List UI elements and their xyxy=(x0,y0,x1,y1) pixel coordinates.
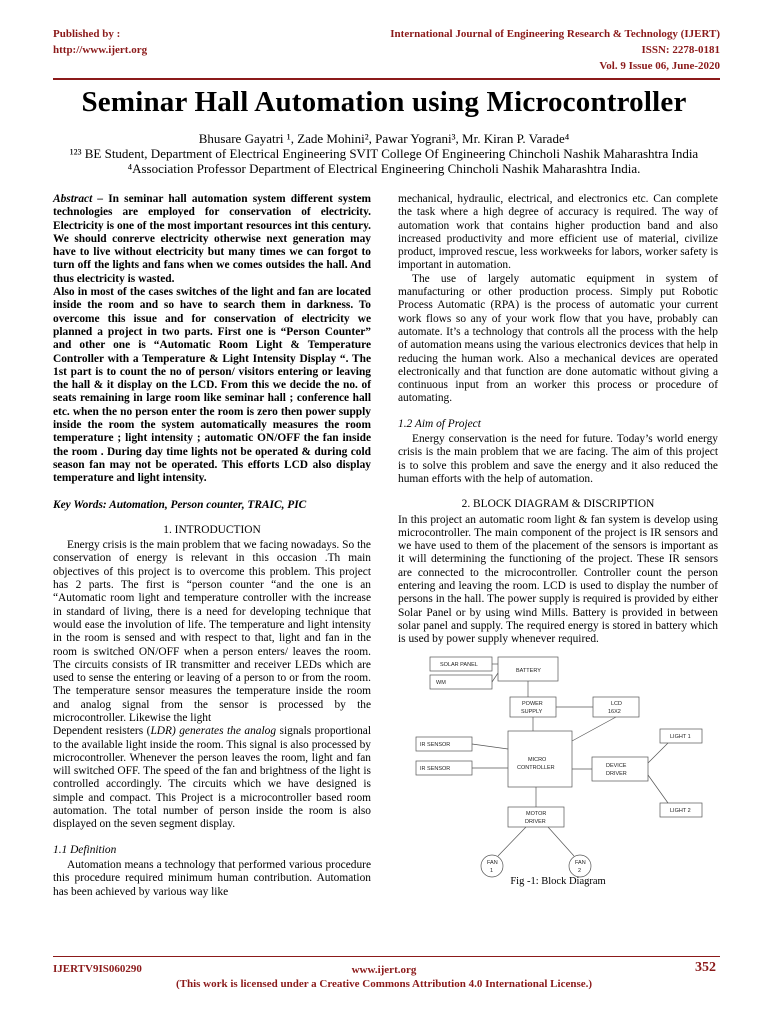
intro-paragraph-1: Energy crisis is the main problem that we facing nowadays. So the conservation of energy is relevant in this occasion .Th main objectives of this project is to overcome this problem. This project has 2 parts. The first is “person counter “and the one is an “Automatic room light and temperature controller with the increase in standard of living, there is a need for developing technique that would ease the involution of life. The temperature and light intensity in the room is sensed and with respect to that, light and fan in the room is switched ON/OFF when a person enters/ leaves the room. The circuits consists of IR transmitter and receiver LEDs which are used to sense the entering or leaving of a person to or from the room. The temperature sensor measures the temperature inside the room and analog signal from the sensor is processed by the microcontroller. Likewise the light xyxy=(53,539,371,724)
header-right xyxy=(390,26,720,74)
ir-sensor-2-label: IR SENSOR xyxy=(420,765,451,772)
journal-name: International Journal of Engineering Research & Technology (IJERT) xyxy=(390,28,720,40)
abstract-text-1: In seminar hall automation system different system technologies are employed for conservation of electricity. Electricity is one of the most important resources int this century. We should conrerve electricity otherwise next generation may have to live without electricity but many times we can forgot to turn off the lights and fans when we comes outsides the hall. And thus electricity is wasted. xyxy=(53,193,371,285)
lcd-label-1: LCD xyxy=(611,700,623,707)
paper-title: Seminar Hall Automation using Microcontroller xyxy=(81,86,687,118)
block-diagram-svg xyxy=(398,653,718,885)
subheading-aim: 1.2 Aim of Project xyxy=(398,417,481,430)
footer-rule xyxy=(53,956,720,957)
page-number: 352 xyxy=(695,960,716,975)
keywords: Key Words: Automation, Person counter, TRAIC, PIC xyxy=(53,498,307,511)
footer-url[interactable]: www.ijert.org xyxy=(351,964,417,976)
abstract-label: Abstract – xyxy=(53,193,104,205)
paper-id: IJERTV9IS060290 xyxy=(53,963,142,975)
block-diagram xyxy=(398,653,718,893)
ir-sensor-1-label: IR SENSOR xyxy=(420,741,451,748)
lcd-label-2: 16X2 xyxy=(608,708,621,715)
fan-1-label-2: 1 xyxy=(490,867,494,874)
affiliation-students: ¹²³ BE Student, Department of Electrical Engineering SVIT College Of Engineering Chincholi Nashik Maharashtra India xyxy=(69,146,699,161)
aim-paragraph: Energy conservation is the need for future. Today’s world energy crisis is the main problem that we are facing. The aim of this project is to solve this problem and save the energy and it also reduced the human efforts with the help of automation. xyxy=(398,433,718,485)
right-paragraph-2: The use of largely automatic equipment in system of manufacturing or other production process. Simply put Robotic Process Automatic (RPA) is the process of automatic your current work flows so any of your work flow that you have, probably can automate. It’s a technology that controls all the process with the help of automation means using the various electronics devices that help in reducing the human work. Also a mechanical devices are operated electronically and that function are done automatic without giving a continuous input from an worker this process or procedure of automating. xyxy=(398,272,718,405)
fan-2-label-2: 2 xyxy=(578,867,582,874)
micro-label-1: MICRO xyxy=(528,756,547,763)
section-heading-block-diagram: 2. BLOCK DIAGRAM & DISCRIPTION xyxy=(461,498,655,511)
abstract-paragraph-1 xyxy=(53,193,371,286)
definition-paragraph: Automation means a technology that performed various procedure this procedure required minimum human contribution. Automation has been achieved by various way like xyxy=(53,858,371,898)
subheading-definition: 1.1 Definition xyxy=(53,843,117,856)
battery-label: BATTERY xyxy=(516,667,541,674)
right-paragraph-1: mechanical, hydraulic, electrical, and electronics etc. Can complete the task where a high degree of accuracy is required. The way of automation work that contains higher production band and also increased productivity and more efficient use of material, civilize product, improved rescue, less workweeks for labors, worker safety is important in automation. xyxy=(398,193,718,272)
header-left xyxy=(53,26,147,58)
left-column xyxy=(53,193,371,899)
motor-label-1: MOTOR xyxy=(526,810,547,817)
block-paragraph: In this project an automatic room light & fan system is develop using microcontroller. The main component of the project is IR sensors and we have used to them of the placement of the sensors is important as it will determining the functioning of the project. These IR sensors are connected to the microcontroller. Controller count the person entering and leaving the room. LCD is used to display the number of persons in the hall. The power supply is required is provided by either Solar Panel or by using wind Mills. Battery is provided in between solar panel and supply. The required energy is stored in battery which is used by power supply whenever required. xyxy=(398,513,718,646)
device-label-2: DRIVER xyxy=(606,770,627,777)
author-block xyxy=(0,131,768,176)
light-2-label: LIGHT 2 xyxy=(670,807,691,814)
license-notice: (This work is licensed under a Creative Commons Attribution 4.0 International License.) xyxy=(175,978,593,990)
device-label-1: DEVICE xyxy=(606,762,627,769)
section-heading-introduction: 1. INTRODUCTION xyxy=(163,523,261,536)
fan-2-label-1: FAN xyxy=(575,859,586,866)
affiliation-professor: ⁴Association Professor Department of Electrical Engineering Chincholi Nashik Maharashtra India. xyxy=(127,161,641,176)
solar-panel-label: SOLAR PANEL xyxy=(440,661,478,668)
wm-label: WM xyxy=(436,679,446,686)
author-names: Bhusare Gayatri ¹, Zade Mohini², Pawar Yograni³, Mr. Kiran P. Varade⁴ xyxy=(198,131,570,146)
volume-issue: Vol. 9 Issue 06, June-2020 xyxy=(599,60,720,72)
power-label-1: POWER xyxy=(522,700,543,707)
published-by: Published by : xyxy=(53,28,121,40)
micro-label-2: CONTROLLER xyxy=(517,764,555,771)
power-label-2: SUPPLY xyxy=(521,708,543,715)
intro-paragraph-2: Dependent resisters (LDR) generates the analog signals proportional to the available light inside the room. This signal is also processed by microcontroller. Whenever the person leaves the room, light and fan will switched OFF. The speed of the fan and brightness of the light is controlled accordingly. The circuits which we have designed is simple and compact. This Project is a microcontroller based room automation. The total number of person inside the room is also displayed on the seven segment display. xyxy=(53,725,371,831)
publisher-url[interactable]: http://www.ijert.org xyxy=(53,44,148,56)
header-rule xyxy=(53,78,720,80)
abstract-paragraph-2: Also in most of the cases switches of the light and fan are located inside the room and so have to search them in darkness. To overcome this issue and for conservation of electricity we planned a project in two parts. First one is “Person Counter” and other one is “Automatic Room Light & Temperature Controller with a Temperature & Light Intensity Display “. The 1st part is to count the no of person/ visitors entering or leaving the hall & it display on the LCD. From this we decide the no. of seats remaining in large room like seminar hall ; conference hall etc. when the no person enter the room is zero then power supply inside the room the system automatically measures the room temperature ; light intensity ; automatic ON/OFF the fan inside the room . During day time lights not be operated & during cold season fan may not be operated. This efforts LCD also display temperature and light intensity. xyxy=(53,286,371,485)
right-column xyxy=(398,193,718,893)
issn: ISSN: 2278-0181 xyxy=(641,44,720,56)
light-1-label: LIGHT 1 xyxy=(670,733,691,740)
motor-label-2: DRIVER xyxy=(525,818,546,825)
fan-1-label-1: FAN xyxy=(487,859,498,866)
footer-center xyxy=(0,963,768,991)
figure-caption: Fig -1: Block Diagram xyxy=(510,875,606,887)
device-driver-box xyxy=(592,757,648,781)
